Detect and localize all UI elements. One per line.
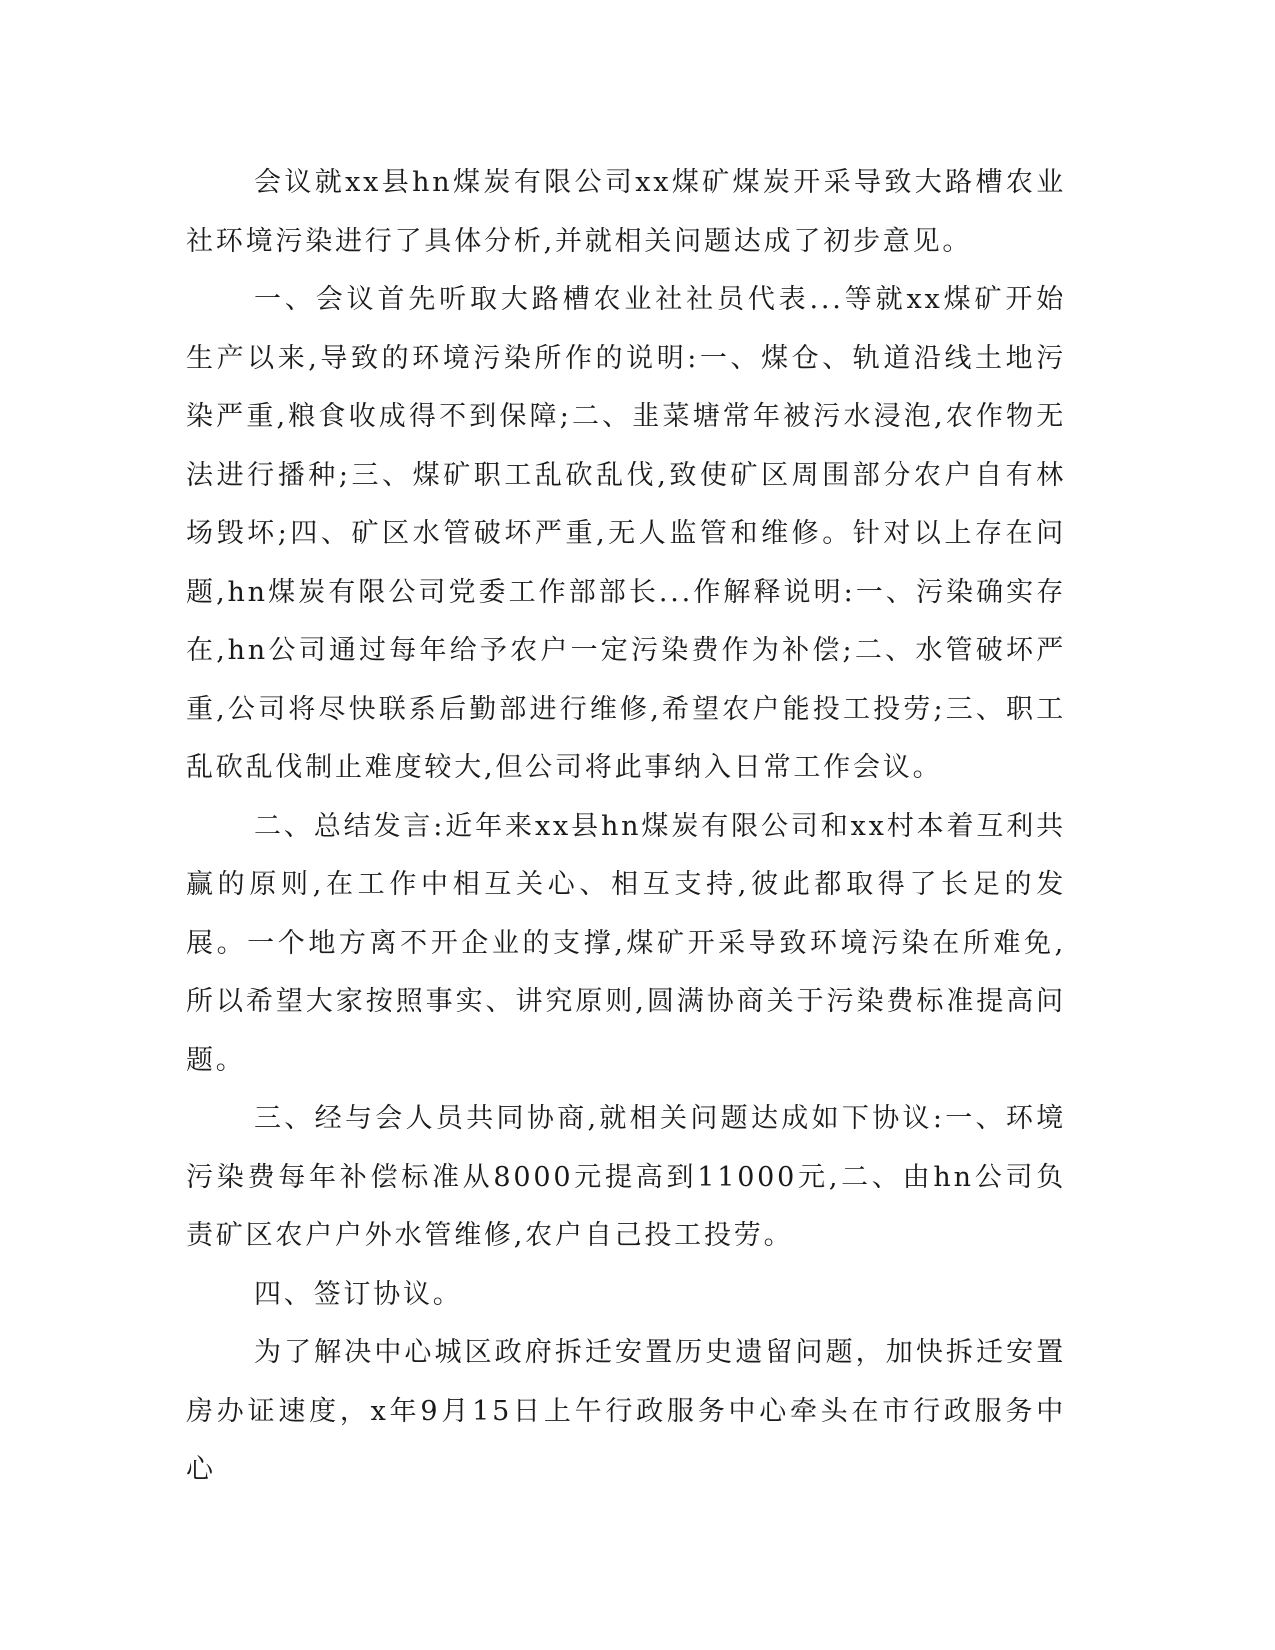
paragraph-section-four: 四、签订协议。 bbox=[254, 1278, 463, 1310]
paragraph-section-two: 二、总结发言:近年来xx县hn煤炭有限公司和xx村本着互利共赢的原则,在工作中相互关心、相互支持,彼此都取得了长足的发展。一个地方离不开企业的支撑,煤矿开采导致环境污染在所难免,所以希望大家按照事实、讲究原则,圆满协商关于污染费标准提高问题。 bbox=[186, 810, 1066, 1076]
document-body bbox=[186, 154, 1066, 1500]
paragraph-relocation-intro: 为了解决中心城区政府拆迁安置历史遗留问题，加快拆迁安置房办证速度，x年9月15日上午行政服务中心牵头在市行政服务中心 bbox=[186, 1337, 1066, 1485]
paragraph-meeting-summary: 会议就xx县hn煤炭有限公司xx煤矿煤炭开采导致大路槽农业社环境污染进行了具体分析,并就相关问题达成了初步意见。 bbox=[186, 167, 1066, 257]
paragraph-section-one: 一、会议首先听取大路槽农业社社员代表...等就xx煤矿开始生产以来,导致的环境污染所作的说明:一、煤仓、轨道沿线土地污染严重,粮食收成得不到保障;二、韭菜塘常年被污水浸泡,农作物无法进行播种;三、煤矿职工乱砍乱伐,致使矿区周围部分农户自有林场毁坏;四、矿区水管破坏严重,无人监管和维修。针对以上存在问题,hn煤炭有限公司党委工作部部长...作解释说明:一、污染确实存在,hn公司通过每年给予农户一定污染费作为补偿;二、水管破坏严重,公司将尽快联系后勤部进行维修,希望农户能投工投劳;三、职工乱砍乱伐制止难度较大,但公司将此事纳入日常工作会议。 bbox=[186, 284, 1066, 783]
paragraph-section-three: 三、经与会人员共同协商,就相关问题达成如下协议:一、环境污染费每年补偿标准从8000元提高到11000元,二、由hn公司负责矿区农户户外水管维修,农户自己投工投劳。 bbox=[186, 1103, 1066, 1251]
